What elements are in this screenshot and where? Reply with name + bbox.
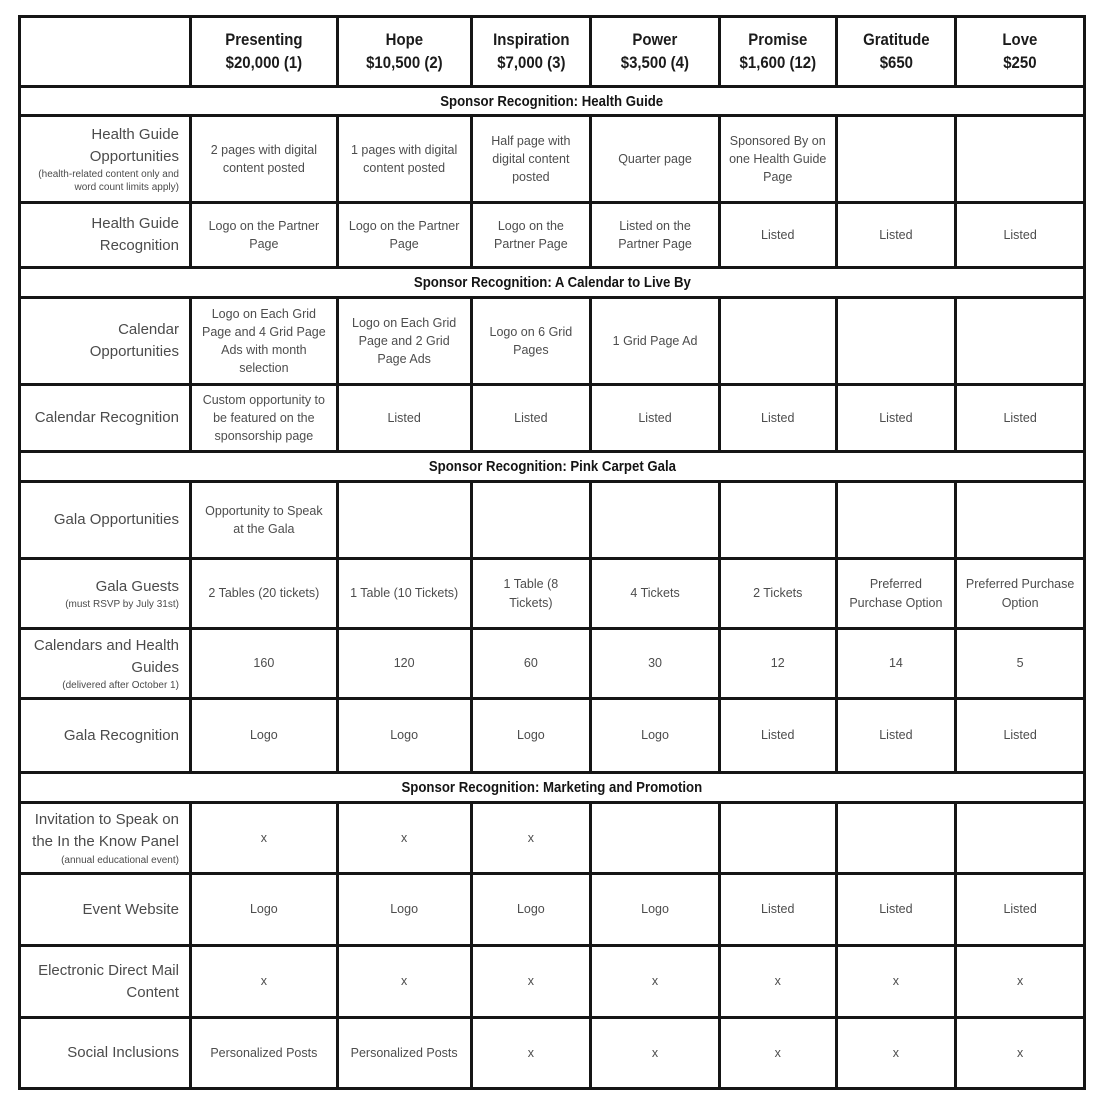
section-title: Sponsor Recognition: Pink Carpet Gala <box>428 458 676 475</box>
table-cell: x <box>471 1018 591 1089</box>
table-cell: Logo on 6 Grid Pages <box>471 298 591 385</box>
table-cell: Logo on the Partner Page <box>190 203 337 268</box>
section-row-marketing <box>20 773 1085 803</box>
table-cell: x <box>836 1018 956 1089</box>
sponsorship-table <box>18 15 1086 1090</box>
header-row <box>20 17 1085 87</box>
table-cell: x <box>471 803 591 874</box>
table-cell: x <box>471 946 591 1018</box>
table-cell: Preferred Purchase Option <box>836 559 956 629</box>
table-cell: Listed <box>719 385 836 452</box>
section-title: Sponsor Recognition: Marketing and Promotion <box>401 779 703 796</box>
row-note: (health-related content only and word count limits apply) <box>38 169 179 194</box>
column-header-inspiration <box>471 17 591 87</box>
table-row <box>20 946 1085 1018</box>
table-cell <box>956 803 1085 874</box>
table-cell: Listed <box>956 203 1085 268</box>
row-label-cell <box>20 559 191 629</box>
table-cell: x <box>190 803 337 874</box>
table-cell: Logo <box>471 699 591 773</box>
row-label: Invitation to Speak on the In the Know Panel <box>32 811 179 850</box>
table-cell: Logo on the Partner Page <box>337 203 471 268</box>
row-label: Gala Recognition <box>63 726 179 744</box>
table-cell: Listed on the Partner Page <box>591 203 720 268</box>
column-name: Promise <box>748 30 808 50</box>
row-label-cell <box>20 629 191 699</box>
table-cell <box>836 116 956 203</box>
table-cell: Logo on the Partner Page <box>471 203 591 268</box>
row-note: (annual educational event) <box>61 854 179 866</box>
table-cell: x <box>719 1018 836 1089</box>
table-cell <box>719 482 836 559</box>
row-label: Calendar Opportunities <box>89 321 179 360</box>
table-cell: 12 <box>719 629 836 699</box>
table-cell: 14 <box>836 629 956 699</box>
column-header-presenting <box>190 17 337 87</box>
row-label-cell <box>20 203 191 268</box>
table-cell: 2 pages with digital content posted <box>190 116 337 203</box>
table-row <box>20 385 1085 452</box>
corner-cell <box>20 17 191 87</box>
table-cell: Custom opportunity to be featured on the sponsorship page <box>190 385 337 452</box>
row-label: Health Guide Opportunities <box>89 125 179 165</box>
column-price: $650 <box>879 52 913 72</box>
table-cell <box>719 803 836 874</box>
table-cell: Logo <box>190 874 337 946</box>
table-cell: Listed <box>836 385 956 452</box>
table-cell: Logo <box>337 699 471 773</box>
table-cell: Listed <box>719 699 836 773</box>
row-label: Gala Guests <box>95 577 179 595</box>
column-header-hope <box>337 17 471 87</box>
column-price: $3,500 (4) <box>620 52 690 72</box>
table-cell: 30 <box>591 629 720 699</box>
column-price: $1,600 (12) <box>739 52 816 72</box>
table-cell: Quarter page <box>591 116 720 203</box>
table-cell: Listed <box>591 385 720 452</box>
table-cell: Logo on Each Grid Page and 4 Grid Page Ads with month selection <box>190 298 337 385</box>
section-row-gala <box>20 452 1085 482</box>
table-cell: Personalized Posts <box>190 1018 337 1089</box>
table-cell: Listed <box>956 699 1085 773</box>
section-title: Sponsor Recognition: Health Guide <box>440 92 664 110</box>
table-cell: x <box>719 946 836 1018</box>
column-name: Love <box>1002 30 1038 50</box>
table-row <box>20 203 1085 268</box>
table-cell <box>836 482 956 559</box>
table-cell: x <box>190 946 337 1018</box>
column-header-gratitude <box>836 17 956 87</box>
row-note: (delivered after October 1) <box>62 680 179 692</box>
table-cell: Logo <box>471 874 591 946</box>
table-cell: Listed <box>836 874 956 946</box>
row-label-cell <box>20 385 191 452</box>
table-cell <box>956 298 1085 385</box>
table-row <box>20 559 1085 629</box>
row-note: (must RSVP by July 31st) <box>65 599 179 611</box>
table-cell: 1 pages with digital content posted <box>337 116 471 203</box>
column-name: Gratitude <box>862 30 930 50</box>
row-label-cell <box>20 1018 191 1089</box>
column-price: $10,500 (2) <box>365 52 443 72</box>
section-title-cell <box>20 452 1085 482</box>
table-cell: Logo <box>190 699 337 773</box>
table-cell <box>836 803 956 874</box>
row-label-cell <box>20 874 191 946</box>
table-cell: 4 Tickets <box>591 559 720 629</box>
row-label: Gala Opportunities <box>53 511 179 529</box>
table-row <box>20 482 1085 559</box>
table-cell: Listed <box>471 385 591 452</box>
table-row <box>20 699 1085 773</box>
table-cell: Logo <box>591 699 720 773</box>
table-row <box>20 298 1085 385</box>
row-label-cell <box>20 699 191 773</box>
table-cell <box>471 482 591 559</box>
row-label: Social Inclusions <box>67 1044 179 1062</box>
table-cell: Logo on Each Grid Page and 2 Grid Page Ads <box>337 298 471 385</box>
table-cell: x <box>337 946 471 1018</box>
column-header-power <box>591 17 720 87</box>
table-cell <box>956 482 1085 559</box>
table-cell: Opportunity to Speak at the Gala <box>190 482 337 559</box>
table-cell: Listed <box>956 385 1085 452</box>
row-label-cell <box>20 946 191 1018</box>
table-cell <box>956 116 1085 203</box>
table-cell: Listed <box>337 385 471 452</box>
table-cell: Listed <box>836 203 956 268</box>
table-cell: 1 Table (10 Tickets) <box>337 559 471 629</box>
table-cell: Listed <box>719 874 836 946</box>
row-label: Electronic Direct Mail Content <box>38 961 179 1001</box>
column-header-promise <box>719 17 836 87</box>
table-cell <box>719 298 836 385</box>
table-cell: 120 <box>337 629 471 699</box>
row-label-cell <box>20 803 191 874</box>
row-label: Calendars and Health Guides <box>33 636 179 676</box>
table-cell: Listed <box>719 203 836 268</box>
table-cell <box>591 482 720 559</box>
column-price: $250 <box>1003 52 1037 72</box>
row-label-cell <box>20 298 191 385</box>
row-label: Health Guide Recognition <box>91 215 179 254</box>
section-row-calendar <box>20 268 1085 298</box>
table-cell: 160 <box>190 629 337 699</box>
table-cell: x <box>956 946 1085 1018</box>
table-cell: x <box>337 803 471 874</box>
table-row <box>20 803 1085 874</box>
table-cell: Personalized Posts <box>337 1018 471 1089</box>
table-cell: 2 Tables (20 tickets) <box>190 559 337 629</box>
table-cell: Sponsored By on one Health Guide Page <box>719 116 836 203</box>
section-title-cell <box>20 268 1085 298</box>
row-label: Event Website <box>82 900 179 918</box>
table-cell: x <box>591 946 720 1018</box>
column-name: Power <box>632 30 678 50</box>
table-cell: Logo <box>591 874 720 946</box>
table-cell: Half page with digital content posted <box>471 116 591 203</box>
table-cell: 5 <box>956 629 1085 699</box>
section-title-cell <box>20 773 1085 803</box>
table-cell <box>591 803 720 874</box>
column-name: Hope <box>385 30 423 50</box>
table-cell <box>836 298 956 385</box>
table-cell: 2 Tickets <box>719 559 836 629</box>
table-row <box>20 874 1085 946</box>
column-price: $20,000 (1) <box>225 52 303 72</box>
row-label: Calendar Recognition <box>34 409 179 427</box>
table-cell: x <box>591 1018 720 1089</box>
column-header-love <box>956 17 1085 87</box>
table-cell: 60 <box>471 629 591 699</box>
section-title: Sponsor Recognition: A Calendar to Live By <box>413 274 691 291</box>
table-cell: x <box>956 1018 1085 1089</box>
table-cell: Preferred Purchase Option <box>956 559 1085 629</box>
table-cell: 1 Table (8 Tickets) <box>471 559 591 629</box>
row-label-cell <box>20 116 191 203</box>
column-price: $7,000 (3) <box>496 52 565 72</box>
column-name: Inspiration <box>492 30 570 50</box>
section-row-health-guide <box>20 87 1085 116</box>
column-name: Presenting <box>225 30 303 50</box>
table-cell: Logo <box>337 874 471 946</box>
row-label-cell <box>20 482 191 559</box>
table-cell: x <box>836 946 956 1018</box>
table-row <box>20 629 1085 699</box>
table-cell: Listed <box>836 699 956 773</box>
table-row <box>20 1018 1085 1089</box>
table-cell: Listed <box>956 874 1085 946</box>
table-cell <box>337 482 471 559</box>
section-title-cell <box>20 87 1085 116</box>
table-row <box>20 116 1085 203</box>
table-cell: 1 Grid Page Ad <box>591 298 720 385</box>
